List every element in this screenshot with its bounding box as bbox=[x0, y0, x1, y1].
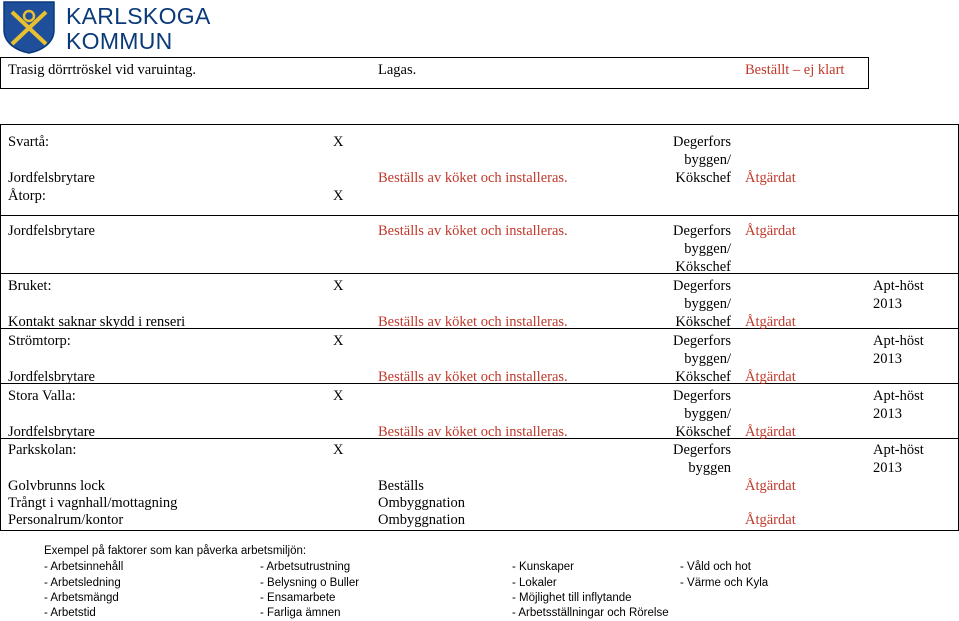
footer-factor: - Värme och Kyla bbox=[680, 577, 769, 589]
coat-of-arms-icon bbox=[0, 0, 58, 54]
top-row-action: Lagas. bbox=[378, 62, 417, 78]
table-border bbox=[868, 57, 869, 89]
action-text: Beställs av köket och installeras. bbox=[378, 424, 568, 440]
schedule-text: 2013 bbox=[873, 406, 902, 422]
footer-factor: - Arbetsutrustning bbox=[260, 561, 351, 573]
action-text: Beställs bbox=[378, 478, 424, 494]
place-label: Strömtorp: bbox=[8, 333, 71, 349]
table-border bbox=[0, 88, 869, 89]
action-text: Beställs av köket och installeras. bbox=[378, 170, 568, 186]
place-label: Stora Valla: bbox=[8, 388, 76, 404]
mark-x: X bbox=[333, 188, 344, 204]
schedule-text: 2013 bbox=[873, 296, 902, 312]
responsible-text: byggen/ bbox=[684, 152, 731, 168]
table-border bbox=[0, 124, 959, 125]
action-text: Beställs av köket och installeras. bbox=[378, 314, 568, 330]
table-border bbox=[0, 273, 959, 274]
top-row-status: Beställt – ej klart bbox=[745, 62, 845, 78]
responsible-text: Degerfors bbox=[673, 333, 731, 349]
responsible-text: byggen/ bbox=[684, 351, 731, 367]
table-border bbox=[0, 57, 1, 89]
action-text: Ombyggnation bbox=[378, 495, 465, 511]
top-row-item: Trasig dörrtröskel vid varuintag. bbox=[8, 62, 196, 78]
responsible-text: Kökschef bbox=[675, 259, 731, 275]
footer-factor: - Kunskaper bbox=[512, 561, 575, 573]
item-text: Jordfelsbrytare bbox=[8, 223, 95, 239]
status-text: Åtgärdat bbox=[745, 369, 796, 385]
mark-x: X bbox=[333, 333, 344, 349]
action-text: Beställs av köket och installeras. bbox=[378, 369, 568, 385]
footer-factor: - Belysning o Buller bbox=[260, 577, 360, 589]
footer-factor: - Farliga ämnen bbox=[260, 607, 341, 619]
schedule-text: Apt-höst bbox=[873, 388, 924, 404]
status-text: Åtgärdat bbox=[745, 314, 796, 330]
responsible-text: Kökschef bbox=[675, 369, 731, 385]
schedule-text: Apt-höst bbox=[873, 278, 924, 294]
item-text: Jordfelsbrytare bbox=[8, 170, 95, 186]
footer-factor: - Arbetsställningar och Rörelse bbox=[512, 607, 669, 619]
table-border bbox=[0, 530, 959, 531]
footer-factor: - Arbetsmängd bbox=[44, 592, 119, 604]
item-text: Jordfelsbrytare bbox=[8, 424, 95, 440]
mark-x: X bbox=[333, 278, 344, 294]
schedule-text: Apt-höst bbox=[873, 442, 924, 458]
responsible-text: Kökschef bbox=[675, 314, 731, 330]
status-text: Åtgärdat bbox=[745, 478, 796, 494]
footer-factor: - Arbetsinnehåll bbox=[44, 561, 124, 573]
responsible-text: Degerfors bbox=[673, 278, 731, 294]
item-text: Personalrum/kontor bbox=[8, 512, 124, 528]
responsible-text: Degerfors bbox=[673, 134, 731, 150]
status-text: Åtgärdat bbox=[745, 424, 796, 440]
responsible-text: Degerfors bbox=[673, 223, 731, 239]
place-label: Svartå: bbox=[8, 134, 50, 150]
footer-factor: - Arbetsledning bbox=[44, 577, 121, 589]
responsible-text: byggen/ bbox=[684, 241, 731, 257]
status-text: Åtgärdat bbox=[745, 512, 796, 528]
footer-factor: - Ensamarbete bbox=[260, 592, 336, 604]
table-border bbox=[0, 215, 959, 216]
logo-line-2: KOMMUN bbox=[66, 28, 173, 54]
schedule-text: 2013 bbox=[873, 460, 902, 476]
footer-factor: - Arbetstid bbox=[44, 607, 96, 619]
footer-title: Exempel på faktorer som kan påverka arbetsmiljön: bbox=[44, 545, 307, 557]
responsible-text: Kökschef bbox=[675, 170, 731, 186]
item-text: Kontakt saknar skydd i renseri bbox=[8, 314, 186, 330]
place-label: Parkskolan: bbox=[8, 442, 77, 458]
schedule-text: 2013 bbox=[873, 351, 902, 367]
responsible-text: Degerfors bbox=[673, 442, 731, 458]
action-text: Ombyggnation bbox=[378, 512, 465, 528]
footer-factor: - Möjlighet till inflytande bbox=[512, 592, 632, 604]
responsible-text: Kökschef bbox=[675, 424, 731, 440]
logo-text bbox=[66, 4, 211, 54]
status-text: Åtgärdat bbox=[745, 223, 796, 239]
item-text: Trångt i vagnhall/mottagning bbox=[8, 495, 178, 511]
responsible-text: byggen/ bbox=[684, 296, 731, 312]
mark-x: X bbox=[333, 388, 344, 404]
mark-x: X bbox=[333, 134, 344, 150]
responsible-text: Degerfors bbox=[673, 388, 731, 404]
footer-factor: - Våld och hot bbox=[680, 561, 751, 573]
status-text: Åtgärdat bbox=[745, 170, 796, 186]
footer-factor: - Lokaler bbox=[512, 577, 557, 589]
mark-x: X bbox=[333, 442, 344, 458]
item-text: Jordfelsbrytare bbox=[8, 369, 95, 385]
responsible-text: byggen/ bbox=[684, 406, 731, 422]
karlskoga-logo bbox=[0, 0, 210, 56]
table-border bbox=[0, 57, 869, 58]
table-border bbox=[0, 124, 1, 531]
logo-line-1: KARLSKOGA bbox=[66, 3, 211, 29]
place-label: Bruket: bbox=[8, 278, 52, 294]
schedule-text: Apt-höst bbox=[873, 333, 924, 349]
place-label: Åtorp: bbox=[8, 188, 46, 204]
action-text: Beställs av köket och installeras. bbox=[378, 223, 568, 239]
item-text: Golvbrunns lock bbox=[8, 478, 106, 494]
responsible-text: byggen bbox=[688, 460, 731, 476]
